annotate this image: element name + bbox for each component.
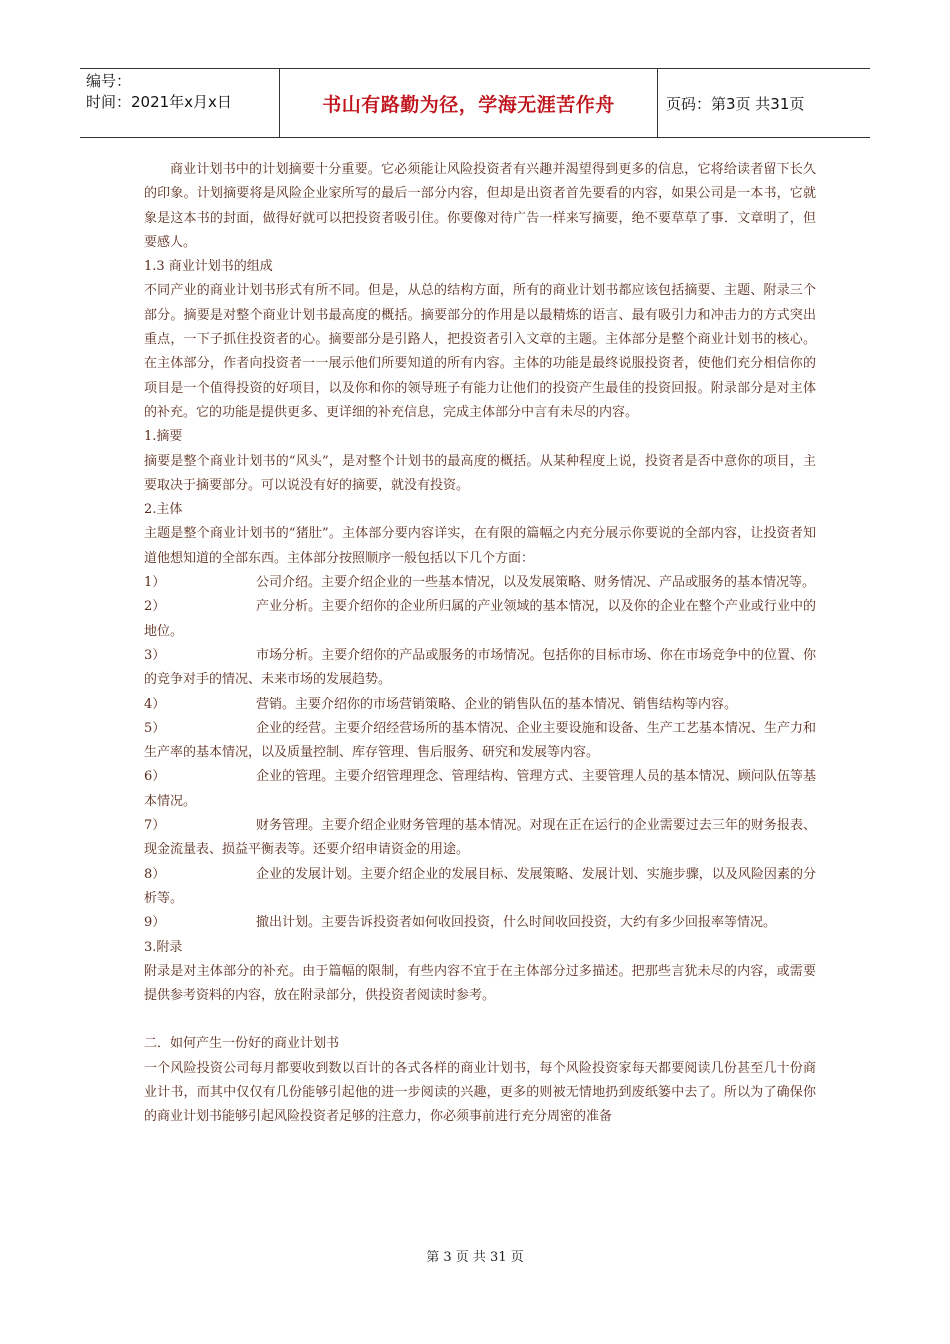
main-body-heading: 2.主体 [144,502,183,518]
section-spacer [144,1008,816,1032]
list-item-number: 2） [144,599,166,615]
list-item [144,765,816,814]
appendix-heading: 3.附录 [144,939,183,955]
list-item [144,863,816,912]
list-item-number: 9） [144,915,166,931]
document-number-label: 编号： [86,72,132,90]
list-item-number: 3） [144,647,166,663]
list-item-text: 市场分析。主要介绍你的产品或服务的市场情况。包括你的目标市场、你在市场竞争中的位置、你的竞争对手的情况、未来市场的发展趋势。 [144,647,816,688]
list-item-text: 企业的发展计划。主要介绍企业的发展目标、发展策略、发展计划、实施步骤，以及风险因素的分析等。 [144,866,816,906]
main-body-item-list [144,571,816,935]
document-time-label: 时间：2021年x月x日 [86,93,232,111]
list-item-number: 1） [144,575,166,591]
appendix-paragraph: 附录是对主体部分的补充。由于篇幅的限制，有些内容不宜于在主体部分过多描述。把那些言犹未尽的内容，或需要提供参考资料的内容，放在附录部分，供投资者阅读时参考。 [144,963,816,1004]
list-item [144,717,816,766]
header-motto: 书山有路勤为径，学海无涯苦作舟 [280,69,658,137]
section-2-paragraph: 一个风险投资公司每月都要收到数以百计的各式各样的商业计划书，每个风险投资家每天都要阅读几份甚至几十份商业计书，而其中仅仅有几份能够引起他的进一步阅读的兴趣，更多的则被无情地扔到废纸篓中去了。所以为了确保你的商业计划书能够引起风险投资者足够的注意力，你必须事前进行充分周密的准备 [144,1060,816,1125]
summary-paragraph: 摘要是整个商业计划书的“风头”，是对整个计划书的最高度的概括。从某种程度上说，投资者是否中意你的项目，主要取决于摘要部分。可以说没有好的摘要，就没有投资。 [144,453,816,493]
header-meta [80,69,280,137]
list-item-text: 产业分析。主要介绍你的企业所归属的产业领域的基本情况，以及你的企业在整个产业或行业中的地位。 [144,599,816,639]
header-page-label: 页码：第3页 共31页 [666,94,805,113]
list-item-text: 公司介绍。主要介绍企业的一些基本情况，以及发展策略、财务情况、产品或服务的基本情况等。 [256,575,816,591]
list-item-number: 6） [144,769,166,785]
list-item-text: 撤出计划。主要告诉投资者如何收回投资，什么时间收回投资，大约有多少回报率等情况。 [256,915,777,931]
list-item [144,693,816,717]
main-body-paragraph: 主题是整个商业计划书的“猪肚”。主体部分要内容详实，在有限的篇幅之内充分展示你要说的全部内容，让投资者知道他想知道的全部东西。主体部分按照顺序一般包括以下几个方面： [144,526,816,566]
list-item [144,911,816,935]
list-item-text: 财务管理。主要介绍企业财务管理的基本情况。对现在正在运行的企业需要过去三年的财务报表、现金流量表、损益平衡表等。还要介绍申请资金的用途。 [144,818,816,858]
list-item-text: 企业的经营。主要介绍经营场所的基本情况、企业主要设施和设备、生产工艺基本情况、生产力和生产率的基本情况，以及质量控制、库存管理、售后服务、研究和发展等内容。 [144,720,816,761]
intro-paragraph: 商业计划书中的计划摘要十分重要。它必须能让风险投资者有兴趣并渴望得到更多的信息，它将给读者留下长久的印象。计划摘要将是风险企业家所写的最后一部分内容，但却是出资者首先要看的内容，如果公司是一本书，它就象是这本书的封面，做得好就可以把投资者吸引住。你要像对待广告一样来写摘要，绝不要草草了事．文章明了，但要感人。 [144,162,816,250]
page-header [80,68,870,138]
list-item [144,571,816,595]
list-item-number: 5） [144,720,166,736]
list-item-text: 营销。主要介绍你的市场营销策略、企业的销售队伍的基本情况、销售结构等内容。 [256,696,738,712]
list-item [144,644,816,693]
list-item-number: 8） [144,866,166,882]
list-item-text: 企业的管理。主要介绍管理理念、管理结构、管理方式、主要管理人员的基本情况、顾问队伍等基本情况。 [144,769,816,809]
section-2-heading: 二．如何产生一份好的商业计划书 [144,1036,340,1052]
section-1-3-heading: 1.3 商业计划书的组成 [144,259,273,275]
page-footer: 第 3 页 共 31 页 [426,1250,524,1265]
section-1-3-paragraph: 不同产业的商业计划书形式有所不同。但是，从总的结构方面，所有的商业计划书都应该包括摘要、主题、附录三个部分。摘要是对整个商业计划书最高度的概括。摘要部分的作用是以最精炼的语言、最有吸引力和冲击力的方式突出重点，一下子抓住投资者的心。摘要部分是引路人，把投资者引入文章的主题。主体部分是整个商业计划书的核心。在主体部分，作者向投资者一一展示他们所要知道的所有内容。主体的功能是最终说服投资者，使他们充分相信你的项目是一个值得投资的好项目，以及你和你的领导班子有能力让他们的投资产生最佳的投资回报。附录部分是对主体的补充。它的功能是提供更多、更详细的补充信息，完成主体部分中言有未尽的内容。 [144,283,816,420]
list-item-number: 7） [144,818,166,834]
document-body [144,158,816,1130]
summary-heading: 1.摘要 [144,429,183,445]
list-item [144,814,816,863]
list-item-number: 4） [144,696,166,712]
list-item [144,595,816,644]
